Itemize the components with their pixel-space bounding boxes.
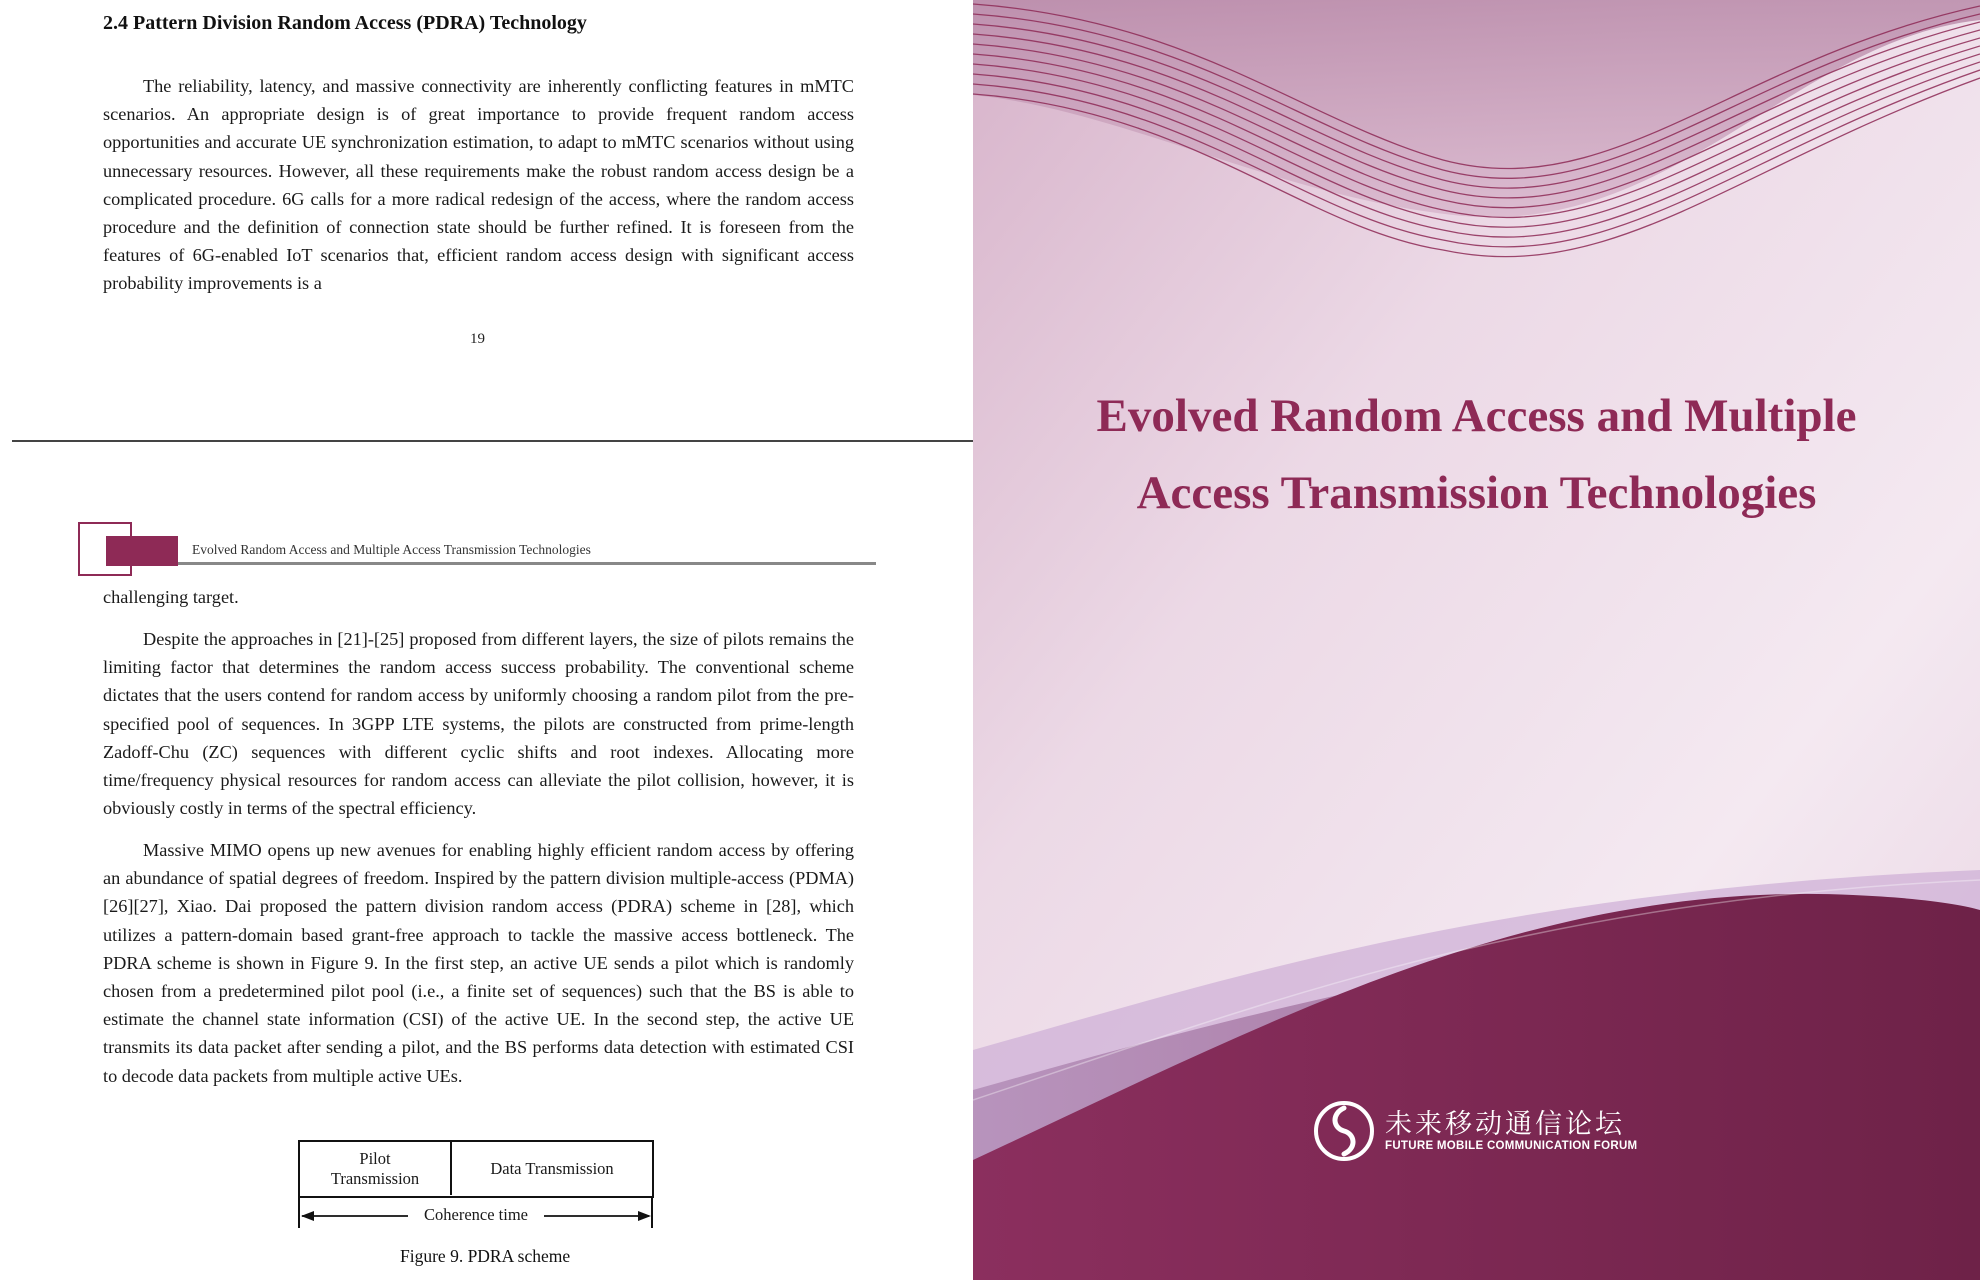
section-heading: 2.4 Pattern Division Random Access (PDRA) Technology: [103, 12, 587, 34]
pilot-label-line1: Pilot: [359, 1148, 391, 1168]
paragraph-1-continued: challenging target.: [103, 587, 239, 607]
forum-swirl-logo-icon: [1313, 1100, 1375, 1162]
coherence-time-label: Coherence time: [408, 1205, 544, 1225]
data-transmission-cell: Data Transmission: [490, 1158, 614, 1178]
page-number: 19: [470, 331, 485, 347]
cover-title-line1: Evolved Random Access and Multiple: [1096, 390, 1857, 442]
header-color-bar: [106, 536, 178, 566]
pilot-label-line2: Transmission: [330, 1168, 420, 1188]
header-rule: [178, 562, 876, 565]
forum-name-english: FUTURE MOBILE COMMUNICATION FORUM: [1385, 1140, 1638, 1152]
figure-frame: [298, 1140, 654, 1198]
pilot-transmission-cell: [300, 1142, 452, 1195]
cover-title: [973, 378, 1980, 532]
figure-pdra-scheme: [298, 1140, 658, 1240]
paragraph-3: Massive MIMO opens up new avenues for enabling highly efficient random access by offering an abundance of spatial degrees of freedom. Inspired by the pattern division multiple-access (PDMA)[26][27], Xiao. Dai proposed the pattern division random access (PDRA) scheme in [28], which utilizes a pattern-domain based grant-free approach to tackle the massive access bottleneck. The PDRA scheme is shown in Figure 9. In the first step, an active UE sends a pilot which is randomly chosen from a predetermined pilot pool (i.e., a finite set of sequences) such that the BS is able to estimate the channel state information (CSI) of the active UE. In the second step, the active UE transmits its data packet after sending a pilot, and the BS performs data detection with estimated CSI to decode data packets from multiple active UEs.: [103, 840, 854, 1086]
running-header-title: Evolved Random Access and Multiple Access Transmission Technologies: [192, 542, 591, 557]
cover-background-art: [973, 0, 1980, 1280]
paragraph-1: The reliability, latency, and massive connectivity are inherently conflicting features in mMTC scenarios. An appropriate design is of great importance to provide frequent random access opportunities and accurate UE synchronization estimation, to adapt to mMTC scenarios without using unnecessary resources. However, all these requirements make the robust random access design be a complicated procedure. 6G calls for a more radical redesign of the access, where the random access procedure and the definition of connection state should be further refined. It is foreseen from the features of 6G-enabled IoT scenarios that, efficient random access design with significant access probability improvements is a: [103, 76, 854, 294]
cover-page: [973, 0, 1980, 1280]
paragraph-2: Despite the approaches in [21]-[25] proposed from different layers, the size of pilots remains the limiting factor that determines the random access success probability. The conventional scheme dictates that the users contend for random access by uniformly choosing a random pilot from the pre-specified pool of sequences. In 3GPP LTE systems, the pilots are constructed from prime-length Zadoff-Chu (ZC) sequences with different cyclic shifts and root indexes. Allocating more time/frequency physical resources for random access can alleviate the pilot collision, however, it is obviously costly in terms of the spectral efficiency.: [103, 629, 854, 819]
document-pages: [0, 0, 973, 1280]
cover-title-line2: Access Transmission Technologies: [1136, 467, 1817, 519]
forum-name-chinese: 未来移动通信论坛: [1385, 1109, 1625, 1140]
running-header: [78, 520, 878, 580]
page-divider: [12, 440, 973, 442]
figure-caption: Figure 9. PDRA scheme: [400, 1246, 571, 1266]
forum-logo: [1313, 1100, 1653, 1164]
